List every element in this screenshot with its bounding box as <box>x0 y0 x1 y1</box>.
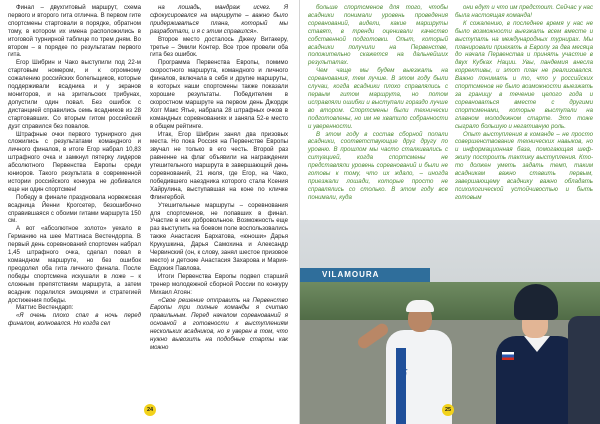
paragraph: Второе место досталось Джеку Витакеру, третье – Эмили Контер. Все трое провели оба гита без ошибок. <box>150 35 288 59</box>
rider3-partial <box>568 316 600 424</box>
rider1-cap <box>406 300 434 312</box>
paragraph: на лошадь, мандраж исчез. Я сфокусировался на маршруте – важно было придерживаться плана, который мы разработали, и я с этим справился». <box>150 4 288 35</box>
paragraph: они едут и что им предстоит. Сейчас у нас была настоящая команда! <box>455 4 593 19</box>
left-text-column-1 <box>8 4 141 328</box>
photo-banner-text: VILAMOURA <box>322 270 380 279</box>
paragraph: Чем чаще мы будем выезжать на соревнования, тем лучше. В этом году были случаи, когда всадники плохо справлялись с первым гитом маршрута, но потом исправляли ошибки и выступали гораздо лучше во втором. Спортсмены были технически подготовлены, но им не хватило собранности и уверенности. <box>308 67 448 130</box>
paragraph: Егор Шибрин и Чако выступили под 22-м стартовым номером, и к огромному сожалению российских болельщиков, которые поддерживали всадника и у экранов мониторов, и на зрительских трибунах, допустили один повал. Без ошибок с дистанцией справились семь всадников из 28 стартовавших. Со вторым гитом российский дуэт справился без повалов. <box>8 59 141 130</box>
paragraph: больше спортсменов для того, чтобы всадники понимали уровень проведения соревнований, видели, какие маршруты ставят, в тренди оценивали качество собственной подготовки. Опыт, который всадники получили на Первенстве, положительно скажется на дальнейших результатах. <box>308 4 448 67</box>
paragraph: Финал – двухгитовый маршрут, схема первого и второго гита отлична. В первом гите спортсмены стартовали в порядке, обратном тому, в котором их имена расположились в итоговой турнирной таблице по трем дням. Во втором – в порядке по результатам первого гита. <box>8 4 141 59</box>
right-text-column-1 <box>308 4 448 202</box>
paragraph: Маттис Вестендарп: <box>16 304 74 312</box>
paragraph: Итоги Первенства Европы подвел старший тренер молодежной сборной России по конкуру Михаил Атоян: <box>150 272 288 296</box>
paragraph: А вот «абсолютное золото» уехало в Германию на шее Маттиаса Вестендорпа. В первый день соревнований спортсмен набрал 1,45 штрафного очка, сделал повал в командном маршруте, но без ошибок преодолел оба гита личного финала. После победы спортсмена искушали в ложе – к сложным препятствиям маршрута, а затем всадник поделился эмоциями и стратегией достижения победы. <box>8 225 141 304</box>
paragraph: Опыт выступления в команде – не просто совершенствование технических навыков, но и информационная база, помогающая шеф-экипу построить тактику выступления. Кто-то должен уметь задать темп, таким всадникам важно ставить первым, завершающему всаднику важно обладать психологической устойчивостью и быть готовым <box>455 130 593 201</box>
paragraph: Утешительные маршруты – соревнования для спортсменов, не попавших в финал. Участие в них добровольное. Возможность еще раз выступить на боевом поле воспользовались также Анастасия Бархатова, «юноши» Дарья Крукушкина, Дарья Самохина и Александр Червинский (он, к слову, занял шестое призовое место) и детские Анастасия Захарова и Мария-Евдокия Павлова. <box>150 201 288 272</box>
photo-riders <box>300 220 600 424</box>
paragraph: В этом году в состав сборной попали всадники, соответствующие друг другу по уровню. В прошлом мы часто сталкивались с ситуацией, когда спортсмены не представляли уровень соревнований и были не готовы к тому, что их ждало, – иногда приезжали лошади, которые просто не справлялись со столько. В этом году все понимали, куда <box>308 130 448 201</box>
paragraph: К сожалению, в последнее время у нас не было возможности выезжать всем вместе и выступать на международных турнирах. Мы планировали приехать в Европу за два месяца до начала Первенства и принять участие в двух Кубках Нации. Увы, пандемия внесла коррективы, и этот план не реализовался. Важно понимать и то, что у российских спортсменов не было возможности выезжать за границу в течение целого года и соревноваться вместе с другими спортсменами, которые выступали на главном молодежном старте. Это тоже сыграло большую и негативную роль. <box>455 19 593 130</box>
rider1-jacket-text: RUSSIA <box>397 367 410 396</box>
left-text-column-2 <box>150 4 288 352</box>
paragraph: «Свое решение отправить на Первенство Европы три полные команды я считаю правильным. Перед началом соревнований я основной в готовности к выступлениям нескольких всадников, но я уверен в том, что нужно вывозить на подобные старты как можно <box>150 296 288 351</box>
paragraph: «Я очень плохо спал в ночь перед финалом, волновался. Но когда сел <box>8 312 141 328</box>
rider2-helmet <box>514 284 558 320</box>
paragraph: Программа Первенства Европы, помимо скоростного маршрута, командного и личного финалов, включала в себя и другие маршруты, в которых наши спортсмены также показали хорошие результаты. Победителем в скоростном маршруте на первом день Джордж Хогг Макс Ятье, набрала 28 штрафных очков в командных соревнованиях и заняла 52-е место в общем рейтинге. <box>150 59 288 130</box>
page-number-left: 24 <box>144 404 156 416</box>
russian-flag-icon <box>502 352 514 360</box>
paragraph: Победу в финале праздновала норвежская всадница Йенни Крогсетер, безошибочно справившаяся с обоими гитами маршрута 150 см. <box>8 193 141 225</box>
right-text-column-2 <box>455 4 593 202</box>
right-page <box>300 0 600 424</box>
paragraph: Итак, Егор Шибрин занял два призовых места. Но пока Россия на Первенстве Европы звучал не только в его честь. Второй раз равненне на флаг объявили на награждении утешительного маршрута в завершающий день соревнований, 21 июля, где Егор, на Чако, победившего наездника которого стала Ксения Хайрулина, выступавшая на коне по кличке Флингербой. <box>150 130 288 201</box>
page-number-right: 25 <box>442 404 454 416</box>
paragraph: Штрафные очки первого турнирного дня сложились с результатами командного и личного финалов, в итоге Егор набрал 10,83 штрафного очка и замкнул пятерку лидеров абсолютного Первенства Европы среди юниоров. Такого результата в современной истории российского конкура не добивался еще ни один спортсмен! <box>8 130 141 193</box>
